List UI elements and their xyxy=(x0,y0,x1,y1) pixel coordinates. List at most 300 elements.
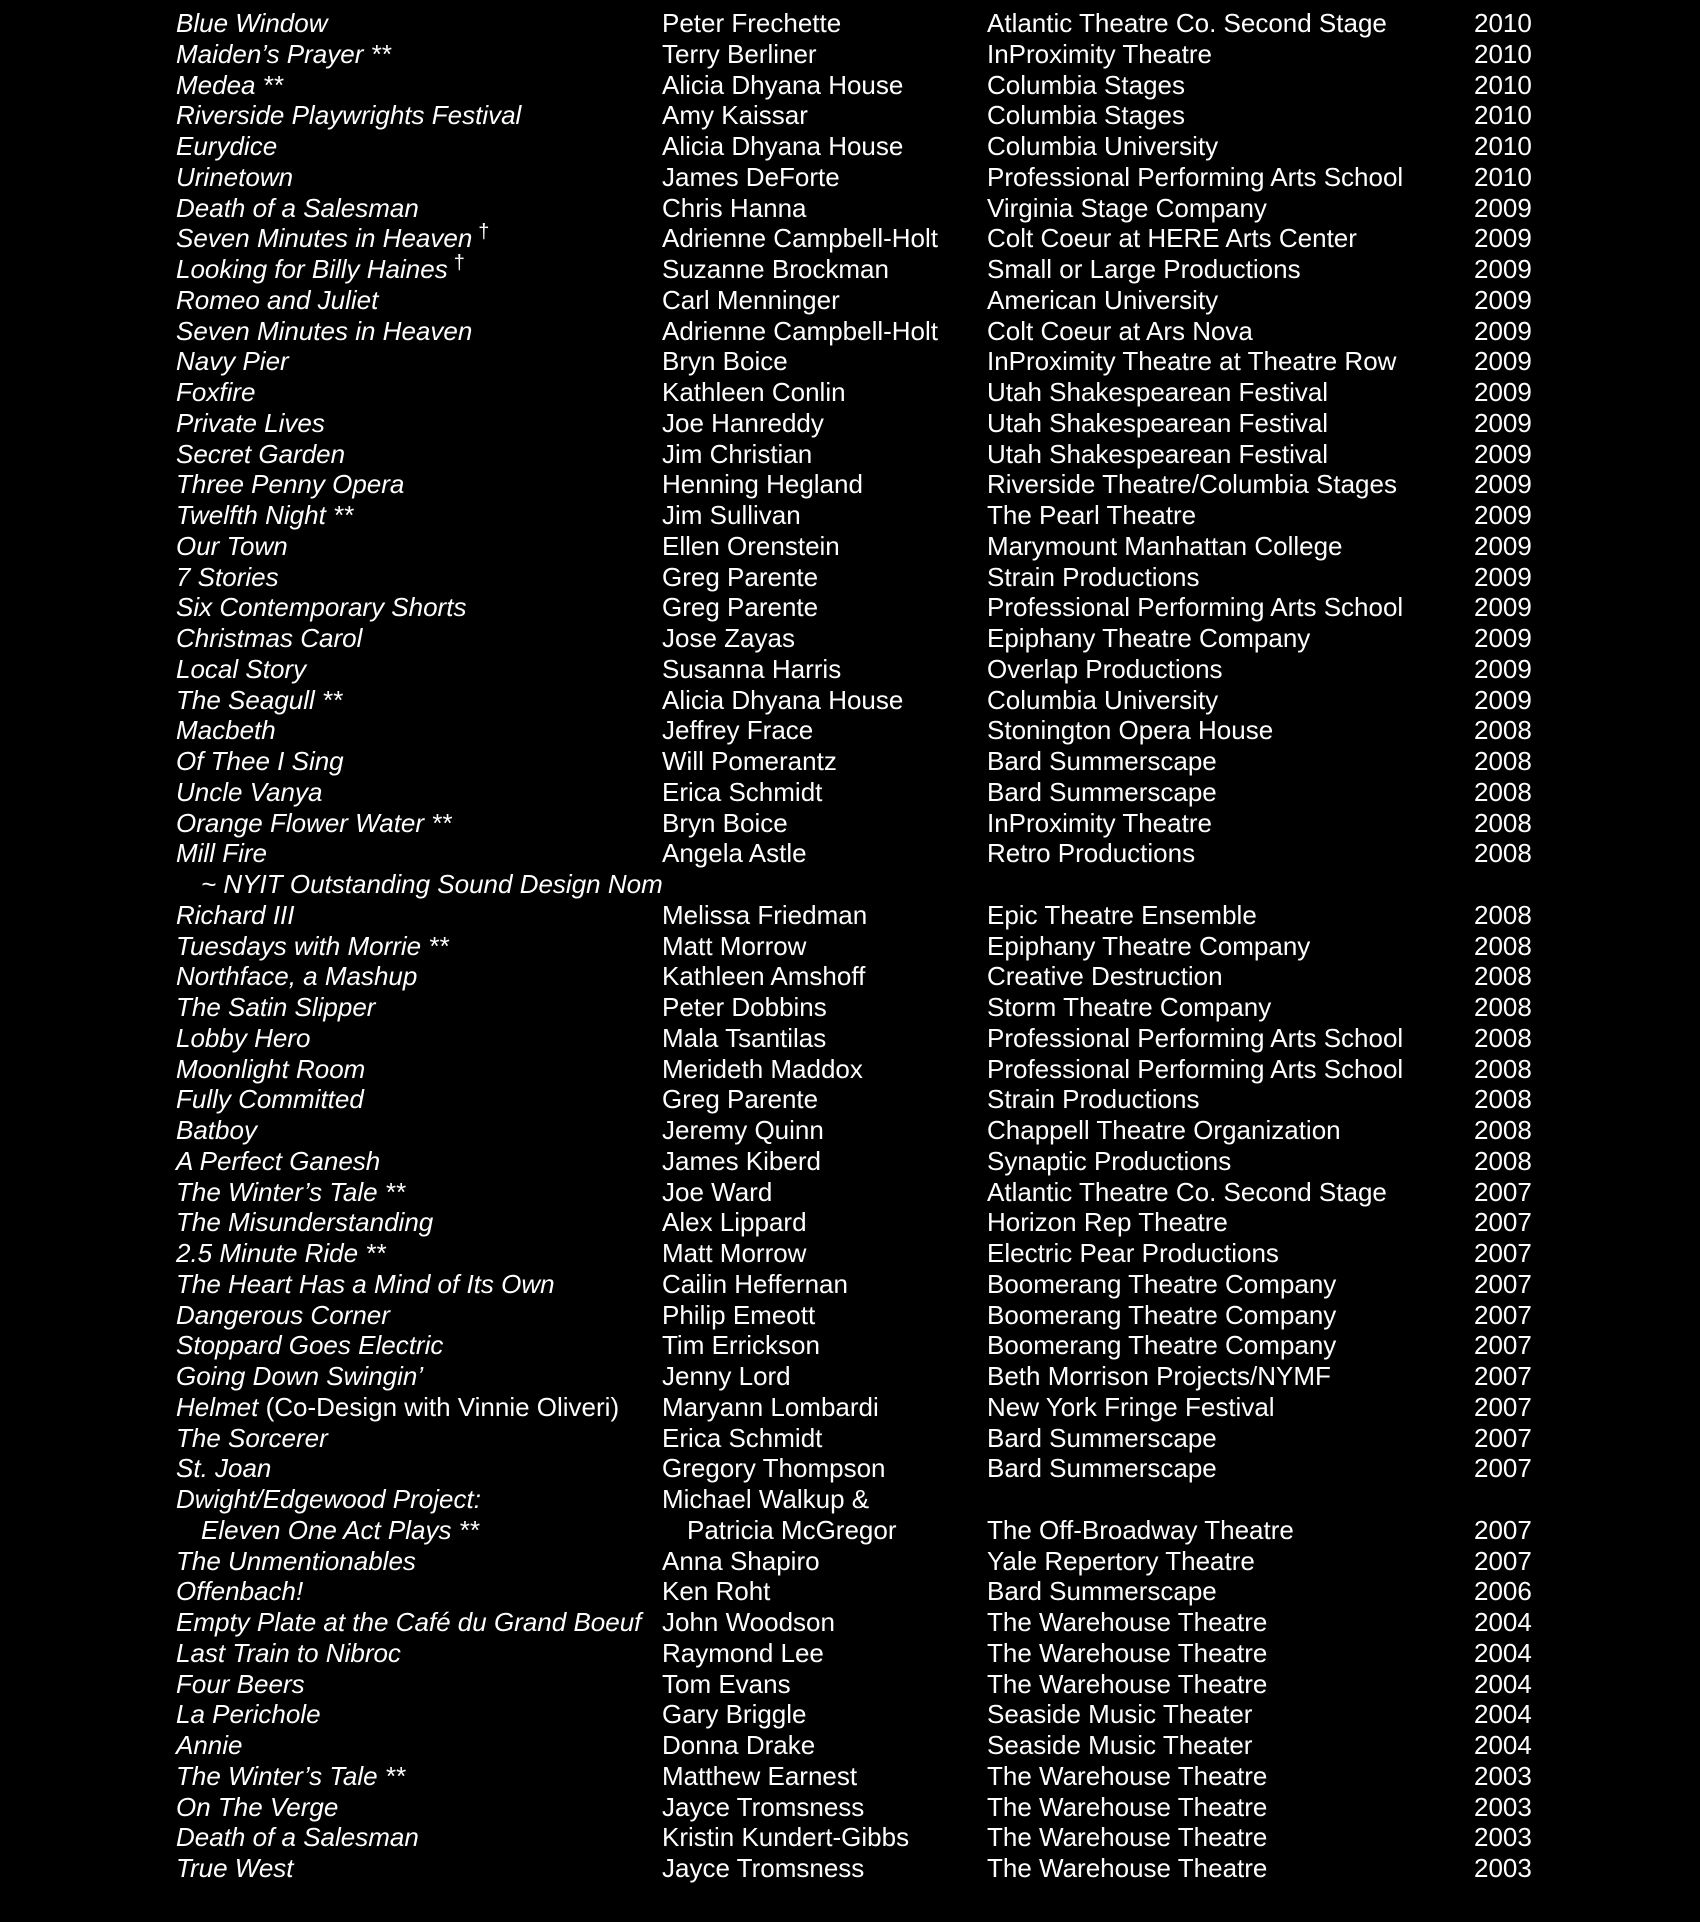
credit-row xyxy=(176,316,1546,347)
production-title-text: Urinetown xyxy=(176,161,294,192)
director-name: Raymond Lee xyxy=(662,1637,824,1668)
production-title xyxy=(176,1084,364,1115)
production-year: 2007 xyxy=(1474,1299,1532,1330)
production-title-text: Uncle Vanya xyxy=(176,776,323,807)
director-name: Alicia Dhyana House xyxy=(662,131,904,161)
production-title xyxy=(176,1853,294,1884)
venue-name: Professional Performing Arts School xyxy=(987,1053,1404,1084)
production-title-text: Christmas Carol xyxy=(176,623,363,653)
director-name: Jeremy Quinn xyxy=(662,1115,824,1145)
production-year: 2008 xyxy=(1474,715,1532,746)
production-title xyxy=(176,1054,365,1085)
production-note: (Co-Design with Vinnie Oliveri) xyxy=(258,1391,620,1422)
production-title-text: Local Story xyxy=(176,653,307,684)
credit-row xyxy=(176,1423,1546,1454)
director-name: Erica Schmidt xyxy=(662,776,823,807)
director-name: John Woodson xyxy=(662,1607,835,1637)
production-title xyxy=(176,1730,243,1761)
dagger-mark: † xyxy=(478,221,490,244)
production-year: 2007 xyxy=(1474,1545,1532,1576)
production-title-text: Of Thee I Sing xyxy=(176,746,344,776)
director-name: Tim Errickson xyxy=(662,1330,820,1361)
production-year: 2009 xyxy=(1474,623,1532,653)
venue-name: The Warehouse Theatre xyxy=(987,1760,1268,1791)
production-title-text: Macbeth xyxy=(176,715,276,746)
production-title-text: Last Train to Nibroc xyxy=(176,1637,401,1668)
credit-row xyxy=(176,961,1546,992)
production-title xyxy=(176,469,404,500)
production-year: 2007 xyxy=(1474,1391,1532,1422)
production-title-text: Annie xyxy=(176,1730,243,1760)
production-year: 2009 xyxy=(1474,284,1532,315)
production-title xyxy=(176,1146,380,1177)
production-title-text: The Satin Slipper xyxy=(176,992,376,1022)
production-year: 2008 xyxy=(1474,1084,1532,1115)
credit-row xyxy=(176,8,1546,39)
director-name: James DeForte xyxy=(662,161,840,192)
director-name: Cailin Heffernan xyxy=(662,1268,848,1299)
director-name: Adrienne Campbell-Holt xyxy=(662,223,939,254)
director-name: Suzanne Brockman xyxy=(662,254,889,284)
credit-row xyxy=(176,992,1546,1023)
production-title xyxy=(176,1269,555,1300)
production-title xyxy=(176,869,663,900)
production-year: 2007 xyxy=(1474,1207,1532,1238)
credit-row xyxy=(176,562,1546,593)
production-year: 2010 xyxy=(1474,38,1532,69)
production-year: 2010 xyxy=(1474,8,1532,38)
production-year: 2009 xyxy=(1474,653,1532,684)
production-year: 2007 xyxy=(1474,1238,1532,1268)
venue-name: Bard Summerscape xyxy=(987,1453,1217,1484)
production-title xyxy=(176,408,325,439)
production-title xyxy=(176,654,306,685)
production-title-text: Our Town xyxy=(176,530,288,561)
production-title xyxy=(176,1515,479,1546)
credit-row xyxy=(176,1853,1546,1884)
venue-name: Seaside Music Theater xyxy=(987,1730,1253,1760)
production-year: 2008 xyxy=(1474,930,1532,961)
director-name: Patricia McGregor xyxy=(687,1514,897,1545)
credit-row xyxy=(176,1269,1546,1300)
venue-name: Columbia University xyxy=(987,131,1219,161)
production-title-text: True West xyxy=(176,1853,294,1883)
production-year: 2007 xyxy=(1474,1453,1532,1484)
credit-row xyxy=(176,469,1546,500)
production-title xyxy=(176,931,449,962)
venue-name: Columbia Stages xyxy=(987,69,1185,100)
production-year: 2009 xyxy=(1474,684,1532,715)
credit-row xyxy=(176,685,1546,716)
credit-row xyxy=(176,1453,1546,1484)
venue-name: Strain Productions xyxy=(987,561,1200,592)
director-name: Kathleen Amshoff xyxy=(662,961,866,992)
venue-name: Overlap Productions xyxy=(987,653,1223,684)
production-year: 2009 xyxy=(1474,315,1532,346)
production-year: 2010 xyxy=(1474,131,1532,161)
production-year: 2003 xyxy=(1474,1853,1532,1883)
venue-name: Professional Performing Arts School xyxy=(987,161,1404,192)
venue-name: Marymount Manhattan College xyxy=(987,530,1343,561)
production-year: 2009 xyxy=(1474,530,1532,561)
credit-row xyxy=(176,1361,1546,1392)
director-name: Jeffrey Frace xyxy=(662,715,814,746)
production-year: 2004 xyxy=(1474,1637,1532,1668)
credit-row xyxy=(176,1023,1546,1054)
director-name: Kathleen Conlin xyxy=(662,377,846,407)
credit-row xyxy=(176,131,1546,162)
production-year: 2008 xyxy=(1474,807,1532,838)
venue-name: Utah Shakespearean Festival xyxy=(987,377,1329,407)
venue-name: Columbia Stages xyxy=(987,100,1185,131)
production-year: 2008 xyxy=(1474,1053,1532,1084)
production-title-text: Three Penny Opera xyxy=(176,469,405,500)
credit-row xyxy=(176,500,1546,531)
credit-row xyxy=(176,1515,1546,1546)
production-title xyxy=(176,223,489,257)
production-title xyxy=(176,1300,390,1331)
production-year: 2008 xyxy=(1474,838,1532,869)
production-title xyxy=(176,1361,423,1392)
venue-name: The Warehouse Theatre xyxy=(987,1791,1268,1822)
production-title xyxy=(176,1330,443,1361)
venue-name: InProximity Theatre at Theatre Row xyxy=(987,346,1397,377)
production-title-text: Moonlight Room xyxy=(176,1053,366,1084)
credit-row xyxy=(176,838,1546,869)
director-name: Jayce Tromsness xyxy=(662,1853,865,1883)
credit-row xyxy=(176,746,1546,777)
director-name: Gregory Thompson xyxy=(662,1453,886,1484)
venue-name: Epiphany Theatre Company xyxy=(987,930,1311,961)
venue-name: Creative Destruction xyxy=(987,961,1223,992)
production-title-text: Orange Flower Water ** xyxy=(176,807,452,838)
production-title-text: Medea ** xyxy=(176,69,283,100)
production-year: 2009 xyxy=(1474,438,1532,469)
director-name: Will Pomerantz xyxy=(662,746,837,776)
venue-name: Atlantic Theatre Co. Second Stage xyxy=(987,1176,1387,1207)
credit-row xyxy=(176,100,1546,131)
production-title-text: Empty Plate at the Café du Grand Boeuf xyxy=(176,1607,642,1637)
production-title-text: ~ NYIT Outstanding Sound Design Nom xyxy=(201,869,663,899)
credit-row xyxy=(176,1054,1546,1085)
production-year: 2008 xyxy=(1474,746,1532,776)
credit-row xyxy=(176,808,1546,839)
venue-name: Synaptic Productions xyxy=(987,1145,1232,1176)
production-title-text: Tuesdays with Morrie ** xyxy=(176,930,449,961)
production-year: 2009 xyxy=(1474,377,1532,407)
production-year: 2009 xyxy=(1474,469,1532,500)
venue-name: Riverside Theatre/Columbia Stages xyxy=(987,469,1397,500)
production-title xyxy=(176,623,362,654)
production-title-text: The Misunderstanding xyxy=(176,1207,434,1238)
production-title-text: Twelfth Night ** xyxy=(176,500,354,530)
director-name: Gary Briggle xyxy=(662,1699,807,1730)
venue-name: Bard Summerscape xyxy=(987,1576,1217,1607)
director-name: Greg Parente xyxy=(662,561,819,592)
production-year: 2009 xyxy=(1474,223,1532,254)
venue-name: New York Fringe Festival xyxy=(987,1391,1275,1422)
production-title xyxy=(176,1177,405,1208)
venue-name: The Pearl Theatre xyxy=(987,500,1197,530)
production-year: 2009 xyxy=(1474,407,1532,438)
production-title-text: Looking for Billy Haines xyxy=(176,254,448,284)
production-title-text: Dwight/Edgewood Project: xyxy=(176,1484,481,1514)
production-title xyxy=(176,500,353,531)
venue-name: Epiphany Theatre Company xyxy=(987,623,1311,653)
credit-row xyxy=(176,193,1546,224)
production-title xyxy=(176,1023,310,1054)
production-year: 2007 xyxy=(1474,1330,1532,1361)
venue-name: Professional Performing Arts School xyxy=(987,592,1404,623)
production-year: 2009 xyxy=(1474,561,1532,592)
production-title xyxy=(176,439,345,470)
production-title-text: Seven Minutes in Heaven xyxy=(176,223,473,254)
production-title-text: Blue Window xyxy=(176,8,328,38)
production-year: 2008 xyxy=(1474,992,1532,1022)
director-name: Alex Lippard xyxy=(662,1207,807,1238)
venue-name: Boomerang Theatre Company xyxy=(987,1330,1337,1361)
production-title xyxy=(176,1423,328,1454)
director-name: Adrienne Campbell-Holt xyxy=(662,315,939,346)
production-year: 2009 xyxy=(1474,192,1532,223)
director-name: Amy Kaissar xyxy=(662,100,808,131)
production-title-text: The Winter’s Tale ** xyxy=(176,1760,406,1791)
credit-row xyxy=(176,377,1546,408)
director-name: Matthew Earnest xyxy=(662,1760,858,1791)
production-title-text: Offenbach! xyxy=(176,1576,304,1607)
venue-name: The Warehouse Theatre xyxy=(987,1607,1268,1637)
production-title xyxy=(176,285,378,316)
production-year: 2010 xyxy=(1474,69,1532,100)
production-title xyxy=(176,1115,257,1146)
venue-name: Bard Summerscape xyxy=(987,1422,1217,1453)
production-title xyxy=(176,1699,321,1730)
venue-name: Professional Performing Arts School xyxy=(987,1022,1404,1053)
venue-name: Epic Theatre Ensemble xyxy=(987,899,1257,930)
venue-name: Colt Coeur at HERE Arts Center xyxy=(987,223,1357,254)
director-name: Anna Shapiro xyxy=(662,1545,820,1576)
production-credits-table xyxy=(176,8,1546,1884)
production-title-text: Secret Garden xyxy=(176,438,346,469)
credit-row xyxy=(176,900,1546,931)
production-title-text: 2.5 Minute Ride ** xyxy=(176,1238,386,1268)
production-title-text: Maiden’s Prayer ** xyxy=(176,38,391,69)
production-year: 2003 xyxy=(1474,1822,1532,1853)
venue-name: Utah Shakespearean Festival xyxy=(987,407,1329,438)
director-name: Matt Morrow xyxy=(662,930,807,961)
director-name: Joe Ward xyxy=(662,1176,773,1207)
venue-name: Yale Repertory Theatre xyxy=(987,1545,1255,1576)
production-year: 2009 xyxy=(1474,346,1532,377)
director-name: Joe Hanreddy xyxy=(662,407,824,438)
credit-row xyxy=(176,254,1546,285)
director-name: Jayce Tromsness xyxy=(662,1791,865,1822)
production-title xyxy=(176,1392,619,1423)
venue-name: Electric Pear Productions xyxy=(987,1238,1279,1268)
credit-row xyxy=(176,39,1546,70)
production-year: 2007 xyxy=(1474,1422,1532,1453)
credit-row xyxy=(176,777,1546,808)
credit-row xyxy=(176,1669,1546,1700)
production-title-text: Foxfire xyxy=(176,377,256,407)
director-name: Chris Hanna xyxy=(662,192,807,223)
credit-row xyxy=(176,1146,1546,1177)
venue-name: Stonington Opera House xyxy=(987,715,1274,746)
credit-row xyxy=(176,592,1546,623)
venue-name: The Warehouse Theatre xyxy=(987,1668,1268,1699)
venue-name: Utah Shakespearean Festival xyxy=(987,438,1329,469)
credit-row xyxy=(176,654,1546,685)
production-title-text: Death of a Salesman xyxy=(176,1822,419,1853)
director-name: Michael Walkup & xyxy=(662,1484,870,1514)
credit-row xyxy=(176,1300,1546,1331)
venue-name: The Warehouse Theatre xyxy=(987,1853,1268,1883)
credit-row xyxy=(176,1761,1546,1792)
director-name: Jose Zayas xyxy=(662,623,795,653)
venue-name: Boomerang Theatre Company xyxy=(987,1299,1337,1330)
production-year: 2004 xyxy=(1474,1730,1532,1760)
director-name: Mala Tsantilas xyxy=(662,1022,827,1053)
production-title xyxy=(176,838,267,869)
production-title-text: On The Verge xyxy=(176,1791,339,1822)
venue-name: Atlantic Theatre Co. Second Stage xyxy=(987,8,1387,38)
dagger-mark: † xyxy=(453,252,465,274)
production-year: 2007 xyxy=(1474,1176,1532,1207)
production-title xyxy=(176,162,293,193)
production-year: 2008 xyxy=(1474,899,1532,930)
director-name: Maryann Lombardi xyxy=(662,1391,879,1422)
production-year: 2008 xyxy=(1474,1145,1532,1176)
credit-row xyxy=(176,1638,1546,1669)
production-title-text: Dangerous Corner xyxy=(176,1299,390,1330)
production-title-text: The Unmentionables xyxy=(176,1545,416,1576)
production-title xyxy=(176,1546,416,1577)
credit-row xyxy=(176,439,1546,470)
production-title xyxy=(176,1207,433,1238)
credit-row xyxy=(176,1330,1546,1361)
production-title-text: Going Down Swingin’ xyxy=(176,1361,424,1391)
production-title-text: La Perichole xyxy=(176,1699,321,1730)
production-title xyxy=(176,592,466,623)
credit-row xyxy=(176,715,1546,746)
production-title-text: Four Beers xyxy=(176,1668,305,1699)
venue-name: American University xyxy=(987,284,1219,315)
production-title-text: Batboy xyxy=(176,1115,257,1145)
production-title xyxy=(176,131,277,162)
director-name: Peter Frechette xyxy=(662,8,842,38)
director-name: Terry Berliner xyxy=(662,38,817,69)
director-name: Jim Christian xyxy=(662,438,813,469)
production-title xyxy=(176,961,417,992)
production-title-text: The Winter’s Tale ** xyxy=(176,1176,406,1207)
venue-name: Chappell Theatre Organization xyxy=(987,1115,1341,1145)
production-title-text: Navy Pier xyxy=(176,346,289,377)
production-title xyxy=(176,193,419,224)
production-title-text: Eleven One Act Plays ** xyxy=(201,1514,479,1545)
credit-row xyxy=(176,931,1546,962)
venue-name: Strain Productions xyxy=(987,1084,1200,1115)
credit-row xyxy=(176,623,1546,654)
director-name: Merideth Maddox xyxy=(662,1053,863,1084)
director-name: Carl Menninger xyxy=(662,284,840,315)
venue-name: The Warehouse Theatre xyxy=(987,1822,1268,1853)
production-title xyxy=(176,1822,419,1853)
production-title-text: Mill Fire xyxy=(176,838,267,869)
credit-row xyxy=(176,223,1546,254)
production-year: 2007 xyxy=(1474,1268,1532,1299)
venue-name: Horizon Rep Theatre xyxy=(987,1207,1228,1238)
director-name: James Kiberd xyxy=(662,1145,821,1176)
production-year: 2008 xyxy=(1474,1115,1532,1145)
venue-name: The Off-Broadway Theatre xyxy=(987,1514,1294,1545)
production-year: 2010 xyxy=(1474,100,1532,131)
credit-row xyxy=(176,1238,1546,1269)
production-title xyxy=(176,1484,481,1515)
director-name: Ken Roht xyxy=(662,1576,771,1607)
production-title-text: Richard III xyxy=(176,899,295,930)
production-title-text: Lobby Hero xyxy=(176,1022,311,1053)
director-name: Greg Parente xyxy=(662,592,819,623)
production-title xyxy=(176,39,391,70)
production-title-text: Death of a Salesman xyxy=(176,192,419,223)
production-year: 2003 xyxy=(1474,1760,1532,1791)
director-name: Kristin Kundert-Gibbs xyxy=(662,1822,910,1853)
production-year: 2009 xyxy=(1474,500,1532,530)
production-year: 2007 xyxy=(1474,1514,1532,1545)
director-name: Erica Schmidt xyxy=(662,1422,823,1453)
production-title-text: The Seagull ** xyxy=(176,684,343,715)
production-year: 2004 xyxy=(1474,1607,1532,1637)
credit-row xyxy=(176,285,1546,316)
credit-row xyxy=(176,1546,1546,1577)
production-title xyxy=(176,8,328,39)
production-title-text: Riverside Playwrights Festival xyxy=(176,100,522,131)
production-year: 2008 xyxy=(1474,961,1532,992)
director-name: Bryn Boice xyxy=(662,807,788,838)
production-year: 2004 xyxy=(1474,1668,1532,1699)
production-title-text: St. Joan xyxy=(176,1453,272,1484)
director-name: Angela Astle xyxy=(662,838,807,869)
director-name: Greg Parente xyxy=(662,1084,819,1115)
production-title-text: Private Lives xyxy=(176,407,325,438)
production-title xyxy=(176,1576,303,1607)
production-title xyxy=(176,531,288,562)
production-title xyxy=(176,777,322,808)
production-title-text: The Heart Has a Mind of Its Own xyxy=(176,1268,555,1299)
production-year: 2008 xyxy=(1474,776,1532,807)
credit-row xyxy=(176,1177,1546,1208)
credit-row xyxy=(176,1207,1546,1238)
production-year: 2003 xyxy=(1474,1791,1532,1822)
venue-name: Bard Summerscape xyxy=(987,776,1217,807)
production-title-text: Stoppard Goes Electric xyxy=(176,1330,444,1361)
credit-row xyxy=(176,1792,1546,1823)
director-name: Donna Drake xyxy=(662,1730,816,1760)
venue-name: Colt Coeur at Ars Nova xyxy=(987,315,1253,346)
credit-row xyxy=(176,531,1546,562)
production-title xyxy=(176,1238,386,1269)
credit-row xyxy=(176,1484,1546,1515)
venue-name: Retro Productions xyxy=(987,838,1196,869)
production-title xyxy=(176,685,342,716)
credit-row xyxy=(176,408,1546,439)
director-name: Henning Hegland xyxy=(662,469,863,500)
production-title xyxy=(176,377,255,408)
production-title xyxy=(176,746,344,777)
production-year: 2008 xyxy=(1474,1022,1532,1053)
production-title xyxy=(176,1669,305,1700)
production-title xyxy=(176,808,452,839)
